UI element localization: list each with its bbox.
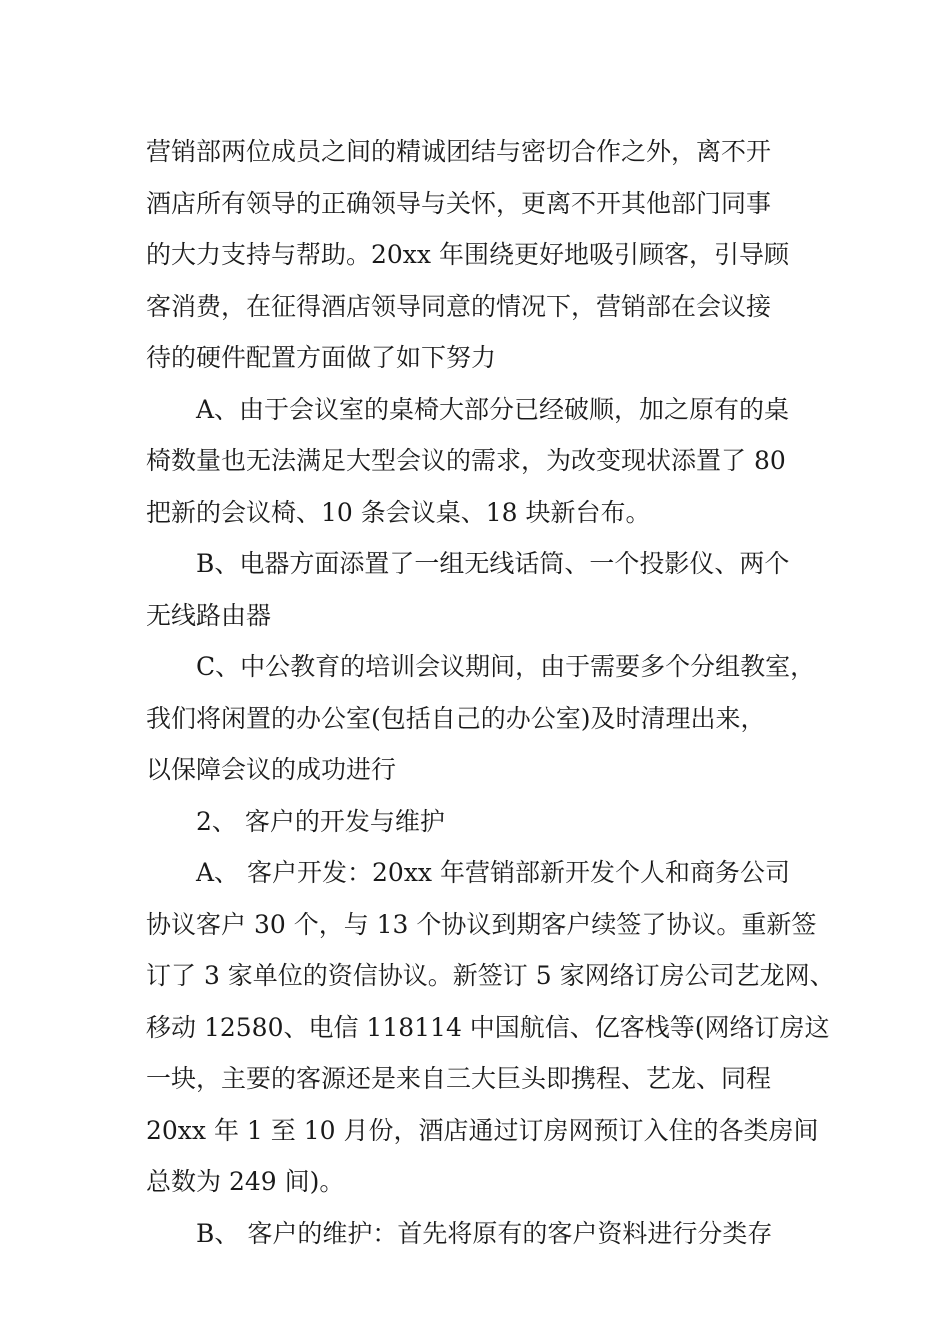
paragraph-b-line-2: 无线路由器	[146, 600, 272, 630]
paragraph-c-line-1: C、中公教育的培训会议期间，由于需要多个分组教室，	[196, 652, 816, 681]
text-line-5: 待的硬件配置方面做了如下努力	[146, 343, 497, 372]
client-development-line-5: 一块，主要的客源还是来自三大巨头即携程、艺龙、同程	[146, 1064, 772, 1093]
client-development-line-2: 协议客户 30 个，与 13 个协议到期客户续签了协议。重新签	[146, 909, 817, 939]
client-maintenance-line-1: B、 客户的维护：首先将原有的客户资料进行分类存	[196, 1218, 773, 1248]
paragraph-a-line-1: A、由于会议室的桌椅大部分已经破顺，加之原有的桌	[196, 394, 790, 424]
paragraph-c-line-3: 以保障会议的成功进行	[146, 755, 397, 784]
document-body	[146, 126, 836, 1259]
paragraph-a-line-2: 椅数量也无法满足大型会议的需求，为改变现状添置了 80	[146, 446, 786, 475]
text-line-4: 客消费，在征得酒店领导同意的情况下，营销部在会议接	[146, 291, 772, 321]
section-heading-2: 2、 客户的开发与维护	[196, 806, 445, 836]
paragraph-a-line-3: 把新的会议椅、10 条会议桌、18 块新台布。	[146, 497, 651, 527]
text-line-1: 营销部两位成员之间的精诚团结与密切合作之外，离不开	[146, 137, 772, 166]
paragraph-c-line-2: 我们将闲置的办公室(包括自己的办公室)及时清理出来，	[146, 703, 766, 733]
text-line-3: 的大力支持与帮助。20xx 年围绕更好地吸引顾客，引导顾	[146, 240, 789, 269]
client-development-line-7: 总数为 249 间)。	[146, 1167, 345, 1196]
client-development-line-1: A、 客户开发：20xx 年营销部新开发个人和商务公司	[196, 858, 790, 887]
paragraph-b-line-1: B、电器方面添置了一组无线话筒、一个投影仪、两个	[196, 549, 790, 578]
text-line-2: 酒店所有领导的正确领导与关怀，更离不开其他部门同事	[146, 188, 772, 218]
client-development-line-6: 20xx 年 1 至 10 月份，酒店通过订房网预订入住的各类房间	[146, 1115, 819, 1145]
client-development-line-3: 订了 3 家单位的资信协议。新签订 5 家网络订房公司艺龙网、	[146, 961, 835, 990]
client-development-line-4: 移动 12580、电信 118114 中国航信、亿客栈等(网络订房这	[146, 1012, 830, 1042]
